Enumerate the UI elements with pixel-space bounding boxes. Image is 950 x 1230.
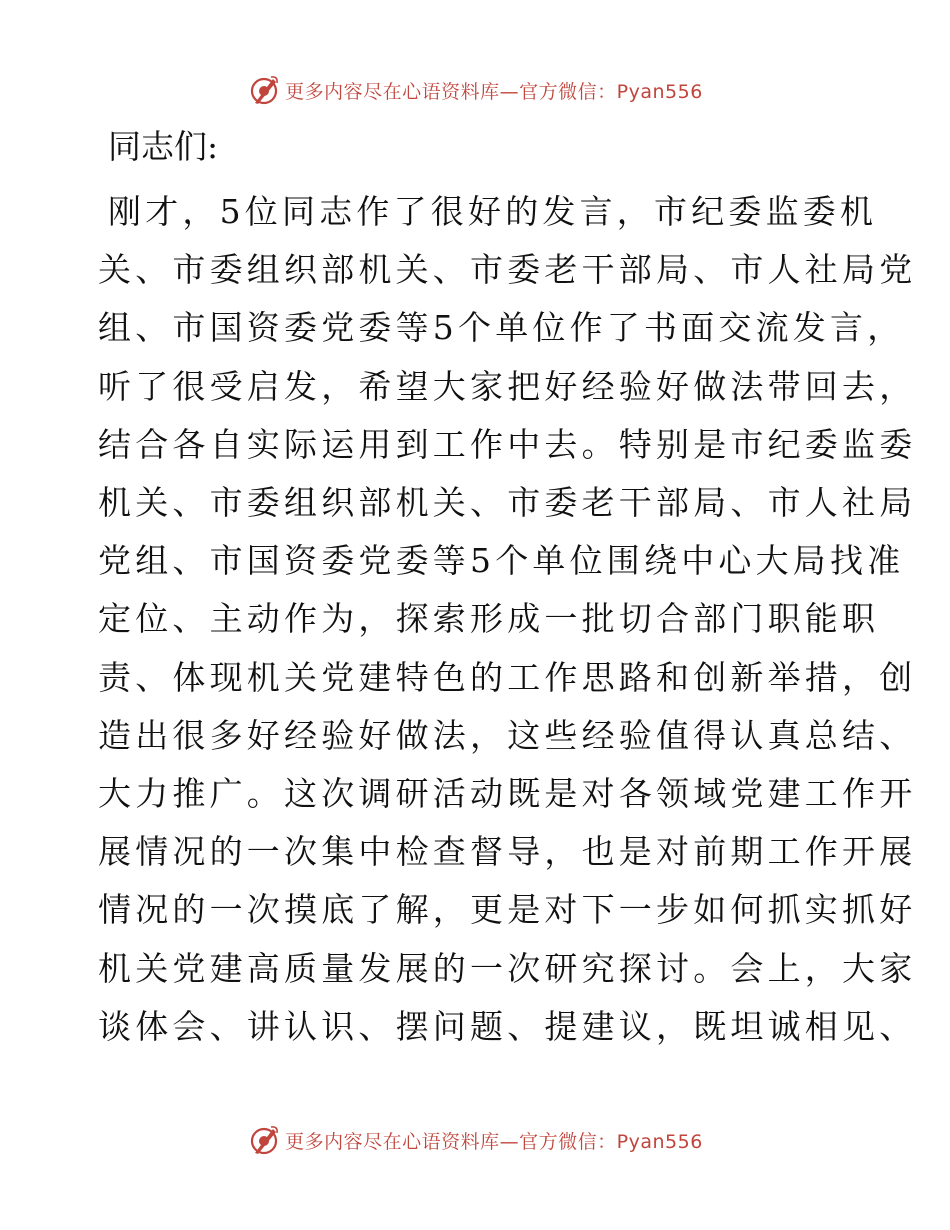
text-line: 定位、主动作为，探索形成一批切合部门职能职 xyxy=(98,599,880,639)
text-line: 听了很受启发，希望大家把好经验好做法带回去， xyxy=(98,366,917,406)
text-line: 展情况的一次集中检查督导，也是对前期工作开展 xyxy=(98,832,917,872)
text-line: 党组、市国资委党委等5个单位围绕中心大局找准 xyxy=(98,541,905,581)
greeting: 同志们: xyxy=(108,127,219,166)
body-paragraph xyxy=(98,183,917,1056)
text-line: 关、市委组织部机关、市委老干部局、市人社局党 xyxy=(98,250,917,290)
text-line: 机关党建高质量发展的一次研究探讨。会上，大家 xyxy=(98,948,917,988)
quill-logo-icon xyxy=(247,73,281,107)
quill-logo-icon xyxy=(247,1123,281,1157)
watermark-text: 更多内容尽在心语资料库—官方微信：Pyan556 xyxy=(285,1130,703,1153)
text-line: 谈体会、讲认识、摆问题、提建议，既坦诚相见、 xyxy=(98,1006,917,1046)
text-line: 组、市国资委党委等5个单位作了书面交流发言， xyxy=(98,308,905,348)
header-watermark xyxy=(0,70,950,110)
text-line: 大力推广。这次调研活动既是对各领域党建工作开 xyxy=(98,774,917,814)
document-body xyxy=(98,123,917,1056)
text-line: 结合各自实际运用到工作中去。特别是市纪委监委 xyxy=(98,424,917,464)
text-line: 机关、市委组织部机关、市委老干部局、市人社局 xyxy=(98,483,917,523)
watermark-text: 更多内容尽在心语资料库—官方微信：Pyan556 xyxy=(285,80,703,103)
text-line: 造出很多好经验好做法，这些经验值得认真总结、 xyxy=(98,715,917,755)
footer-watermark xyxy=(0,1120,950,1160)
text-line: 刚才，5位同志作了很好的发言，市纪委监委机 xyxy=(108,192,878,231)
text-line: 责、体现机关党建特色的工作思路和创新举措，创 xyxy=(98,657,917,697)
text-line: 情况的一次摸底了解，更是对下一步如何抓实抓好 xyxy=(98,890,917,930)
